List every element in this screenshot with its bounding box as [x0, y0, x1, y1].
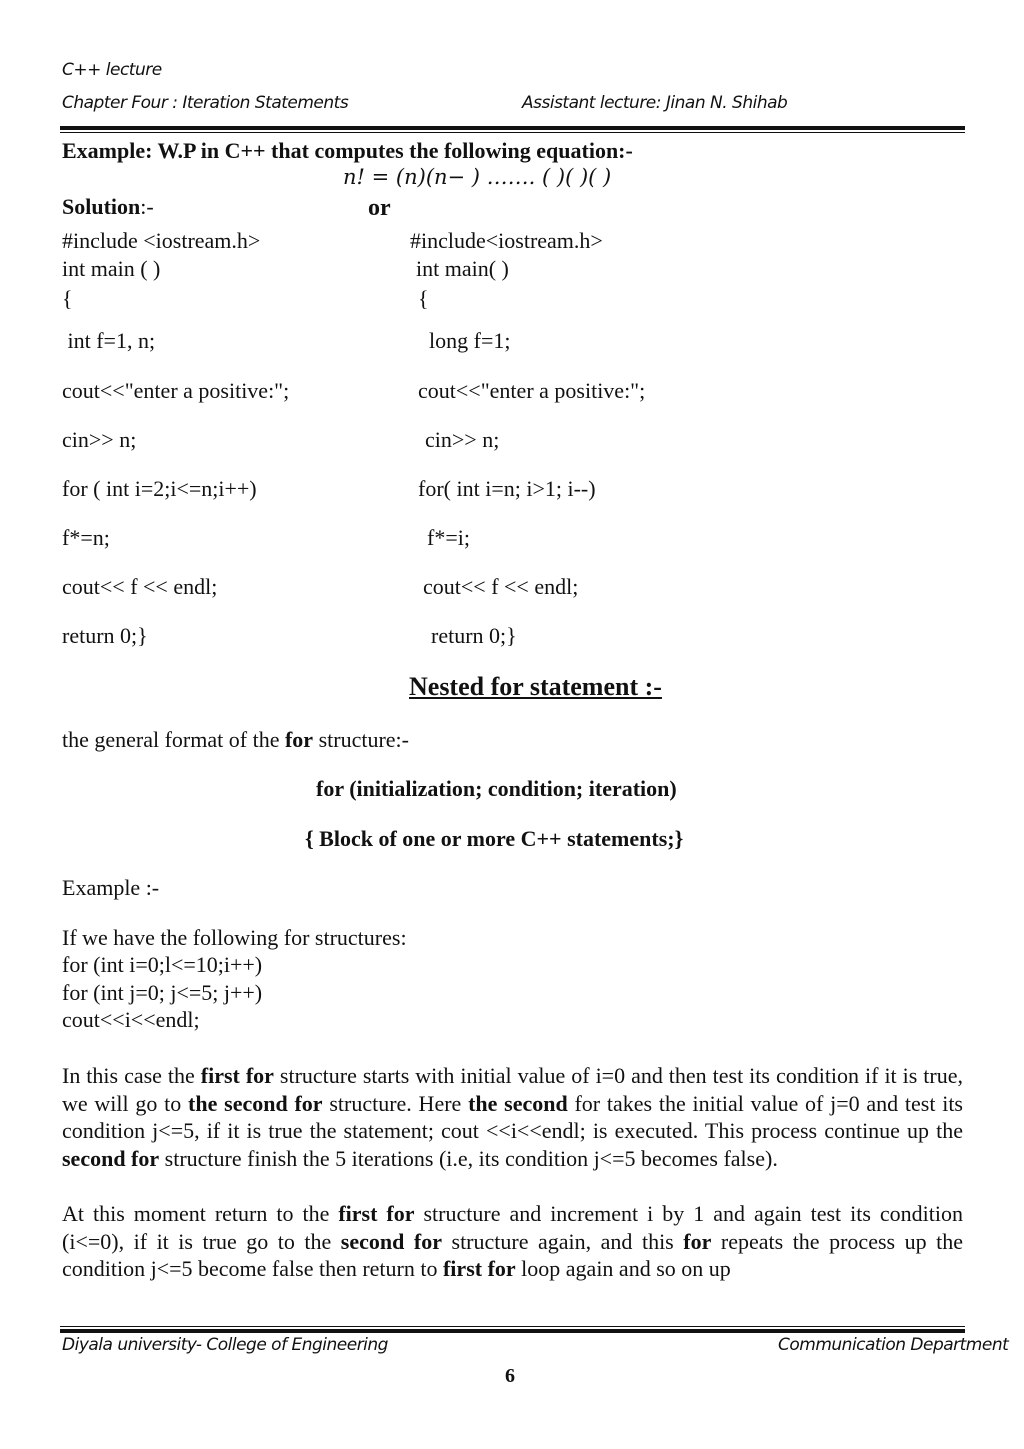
code-line: { [418, 286, 429, 311]
code-line: long f=1; [429, 328, 511, 353]
footer-rule-thick [60, 1329, 965, 1333]
header-rule-thick [60, 126, 965, 130]
text-run: At this moment return to the [62, 1201, 339, 1226]
general-format-line [62, 726, 409, 753]
code-line: return 0;} [431, 623, 517, 648]
code-line: #include<iostream.h> [410, 228, 603, 253]
example-title: Example: W.P in C++ that computes the following equation:- [62, 138, 633, 163]
general-pre: the general format of the [62, 727, 285, 752]
solution-suffix: :- [140, 194, 154, 219]
bold-run: the second [468, 1090, 568, 1116]
code-line: for ( int i=2;i<=n;i++) [62, 476, 257, 501]
bold-run: first for [200, 1063, 274, 1088]
code-line: cout<< f << endl; [423, 574, 579, 599]
section-heading: Nested for statement :- [409, 672, 662, 701]
bold-run: for [683, 1228, 712, 1254]
bold-run: second for [340, 1228, 442, 1254]
example-code-line: for (int j=0; j<=5; j++) [62, 980, 263, 1005]
general-post: structure:- [313, 727, 409, 752]
page-number: 6 [505, 1365, 515, 1387]
example-label: Example :- [62, 875, 160, 900]
explanation-paragraph-1 [62, 1062, 963, 1172]
code-line: f*=i; [427, 525, 470, 550]
general-bold: for [284, 727, 314, 752]
or-label: or [368, 195, 391, 221]
text-run: structure. Here [322, 1090, 469, 1116]
text-run: structure and increment i by 1 and again test its condition (i<=0), if it is true go to the [62, 1201, 963, 1254]
footer-department: Communication Department [778, 1335, 1009, 1355]
explanation-paragraph-2 [62, 1200, 963, 1283]
code-line: cin>> n; [62, 427, 137, 452]
footer-rule-thin [60, 1326, 965, 1327]
code-line: { [62, 286, 73, 311]
text-run: repeats the process up the condition j<=5 become false then return to [62, 1228, 964, 1282]
footer-university: Diyala university- College of Engineering [62, 1335, 388, 1355]
code-line: cout<<"enter a positive:"; [418, 378, 646, 403]
code-line: f*=n; [62, 525, 110, 550]
solution-word: Solution [62, 194, 141, 219]
header-rule-thin [60, 132, 965, 133]
code-line: int main( ) [416, 256, 509, 281]
solution-label [62, 193, 154, 220]
code-line: cin>> n; [425, 427, 500, 452]
intro-line: If we have the following for structures: [62, 925, 407, 950]
text-run: for takes the initial value of j=0 and test its condition j<=5, if it is true the statement; cout <<i<<endl; is executed. This process continue up the [62, 1090, 963, 1144]
bold-run: first for [442, 1256, 516, 1282]
format-line-1: for (initialization; condition; iteration) [316, 776, 677, 801]
code-line: cout<< f << endl; [62, 574, 218, 599]
example-code-line: cout<<i<<endl; [62, 1007, 200, 1032]
code-line: #include <iostream.h> [62, 228, 261, 253]
text-run: structure again, and this [441, 1228, 684, 1254]
course-label: C++ lecture [62, 60, 162, 80]
chapter-title: Chapter Four : Iteration Statements [62, 93, 349, 113]
bold-run: the second for [188, 1090, 323, 1116]
code-line: int main ( ) [62, 256, 161, 281]
text-run: loop again and so on up [515, 1256, 731, 1282]
text-run: structure starts with initial value of i=0 and then test its condition if it is true, we will go to [62, 1063, 963, 1116]
bold-run: first for [338, 1201, 415, 1226]
text-run: In this case the [62, 1063, 201, 1088]
code-line: cout<<"enter a positive:"; [62, 378, 290, 403]
factorial-equation: n! = (n)(n− ) ……. ( )( )( ) [343, 165, 612, 189]
bold-run: second for [62, 1145, 160, 1171]
code-line: for( int i=n; i>1; i--) [418, 476, 596, 501]
text-run: structure finish the 5 iterations (i.e, its condition j<=5 becomes false). [159, 1145, 778, 1171]
code-line: int f=1, n; [62, 328, 156, 353]
lecturer-name: Assistant lecture: Jinan N. Shihab [522, 93, 788, 113]
code-line: return 0;} [62, 623, 148, 648]
format-line-2: { Block of one or more C++ statements;} [305, 826, 684, 851]
example-code-line: for (int i=0;l<=10;i++) [62, 952, 263, 977]
